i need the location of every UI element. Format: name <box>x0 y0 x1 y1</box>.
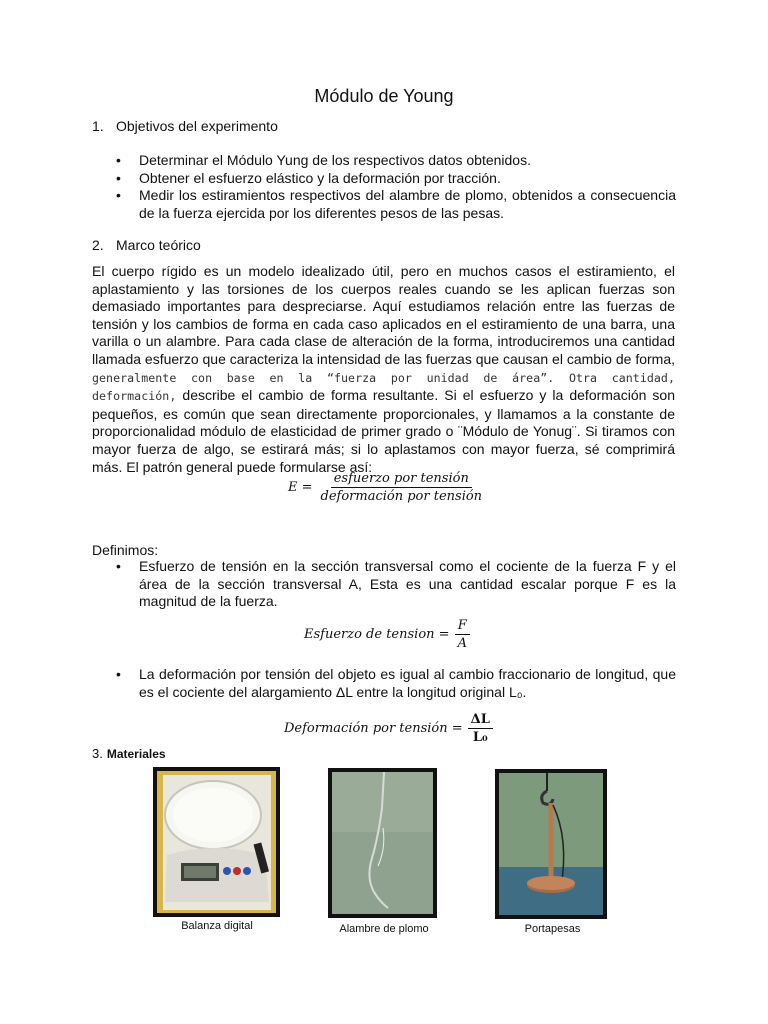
section-3-heading <box>92 746 166 761</box>
paragraph-text: describe el cambio de forma resultante. Si el esfuerzo y la deformación son pequeños, es común que sean directamente proporcionales, y llamamos a la constante de proporcionalidad módulo de elasticidad de primer grado o ¨Módulo de Yonug¨. Si tiramos con mayor fuerza de algo, se estirará más; si lo aplastamos con mayor fuerza, sé comprimirá más. El patrón general puede formularse así: <box>92 387 675 475</box>
objectives-list <box>116 152 676 222</box>
equation-numerator: ΔL <box>468 712 493 729</box>
equation-lhs: E = <box>288 480 313 495</box>
list-item: • Esfuerzo de tensión en la sección transversal como el cociente de la fuerza F y el área de la sección transversal A, Esta es una cantidad escalar porque F es la magnitud de la fuerza. <box>116 558 676 611</box>
paragraph-text: El cuerpo rígido es un modelo idealizado útil, pero en muchos casos el estiramiento, el aplastamiento y las torsiones de los cuerpos reales cuando se les aplican fuerzas son demasiado importantes para despreciarse. Aquí estudiamos relación entre las fuerzas de tensión y los cambios de forma en cada caso aplicados en el estiramiento de una barra, una varilla o un alambre. Para cada clase de alteración de la forma, introduciremos una cantidad llamada esfuerzo que caracteriza la intensidad de las fuerzas que causan el cambio de forma, <box>92 263 675 367</box>
list-item: • Determinar el Módulo Yung de los respectivos datos obtenidos. <box>116 152 676 170</box>
paragraph-text-mono: generalmente con base en la “fuerza por unidad de área”. Otra cantidad, deformación, <box>92 370 675 404</box>
caption-balanza: Balanza digital <box>181 920 253 932</box>
theory-paragraph <box>92 263 675 476</box>
section-title: Objetivos del experimento <box>116 118 278 134</box>
definitions-list-1 <box>116 558 676 611</box>
strain-equation <box>284 712 493 745</box>
page-title: Módulo de Young <box>314 86 454 106</box>
equation-lhs: Esfuerzo de tension = <box>304 627 450 642</box>
weight-hanger-photo <box>495 769 607 919</box>
section-1-heading <box>92 118 278 134</box>
section-title: Marco teórico <box>116 237 201 253</box>
definitions-list-2 <box>116 666 676 701</box>
equation-numerator: F <box>455 618 470 635</box>
section-title: Materiales <box>106 747 166 761</box>
young-modulus-equation <box>288 471 485 504</box>
stress-equation <box>304 618 470 651</box>
list-item: • Obtener el esfuerzo elástico y la deformación por tracción. <box>116 170 676 188</box>
equation-denominator: L₀ <box>472 730 488 745</box>
section-number: 3. <box>92 746 103 761</box>
equation-denominator: deformación por tensión <box>320 489 483 504</box>
caption-portapesas: Portapesas <box>524 923 581 935</box>
digital-scale-photo <box>153 767 280 917</box>
equation-lhs: Deformación por tensión = <box>284 721 463 736</box>
equation-denominator: A <box>457 636 467 651</box>
definimos-label: Definimos: <box>92 542 159 558</box>
caption-alambre: Alambre de plomo <box>339 923 429 935</box>
equation-numerator: esfuerzo por tensión <box>331 471 472 488</box>
list-item: • La deformación por tensión del objeto es igual al cambio fraccionario de longitud, que es el cociente del alargamiento ΔL entre la longitud original L₀. <box>116 666 676 701</box>
section-number: 2. <box>92 237 104 253</box>
list-item: • Medir los estiramientos respectivos del alambre de plomo, obtenidos a consecuencia de la fuerza ejercida por los diferentes pesos de las pesas. <box>116 187 676 222</box>
section-number: 1. <box>92 118 104 134</box>
lead-wire-photo <box>328 768 437 918</box>
section-2-heading <box>92 237 201 253</box>
